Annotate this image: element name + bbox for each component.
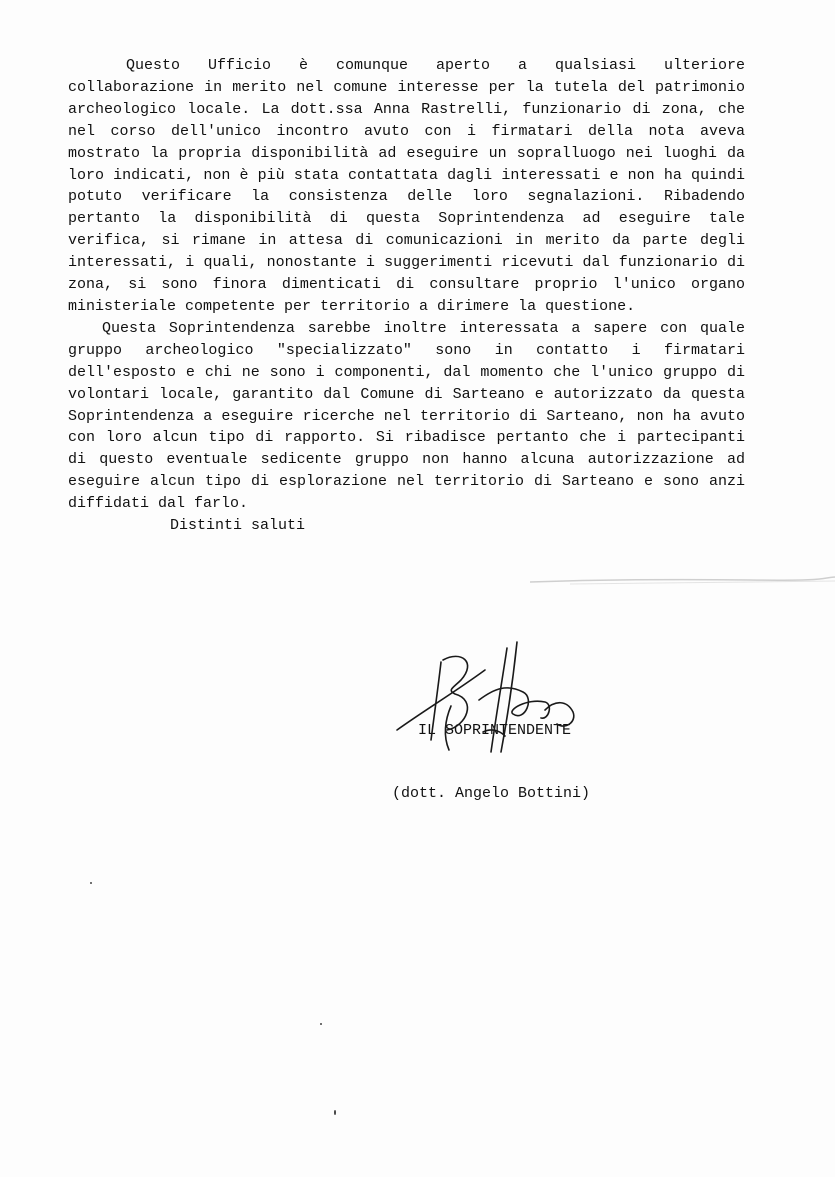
handwritten-signature [395,640,595,755]
letter-body [68,55,745,537]
letter-closing: Distinti saluti [170,517,306,535]
signature-title: IL SOPRINTENDENTE [418,722,572,739]
letter-paragraph-2: Questa Soprintendenza sarebbe inoltre interessata a sapere con quale gruppo archeologico "specializzato" sono in contatto i firmatari dell'esposto e chi ne sono i componenti, dal momento che l'unico gruppo di volontari locale, garantito dal Comune di Sarteano e autorizzato da questa Soprintendenza a eseguire ricerche nel territorio di Sarteano, non ha avuto con loro alcun tipo di rapporto. Si ribadisce pertanto che i partecipanti di questo eventuale sedicente gruppo non hanno alcuna autorizzazione ad eseguire alcun tipo di esplorazione nel territorio di Sarteano e sono anzi diffidati dal farlo. [68,319,745,513]
letter-paragraph-1: Questo Ufficio è comunque aperto a qualsiasi ulteriore collaborazione in merito nel comune interesse per la tutela del patrimonio archeologico locale. La dott.ssa Anna Rastrelli, funzionario di zona, che nel corso dell'unico incontro avuto con i firmatari della nota aveva mostrato la propria disponibilità ad eseguire un sopralluogo nei luoghi da loro indicati, non è più stata contattata dagli interessati e non ha quindi potuto verificare la consistenza delle loro segnalazioni. Ribadendo pertanto la disponibilità di questa Soprintendenza ad eseguire tale verifica, si rimane in attesa di comunicazioni in merito da parte degli interessati, i quali, nonostante i suggerimenti ricevuti dal funzionario di zona, si sono finora dimenticati di consultare proprio l'unico organo ministeriale competente per territorio a dirimere la questione. [68,57,745,315]
signature-name: (dott. Angelo Bottini) [392,785,591,802]
scan-speck [320,1023,322,1025]
scan-speck [90,882,92,884]
scan-speck [334,1110,336,1115]
scan-artifact-line [530,576,835,586]
